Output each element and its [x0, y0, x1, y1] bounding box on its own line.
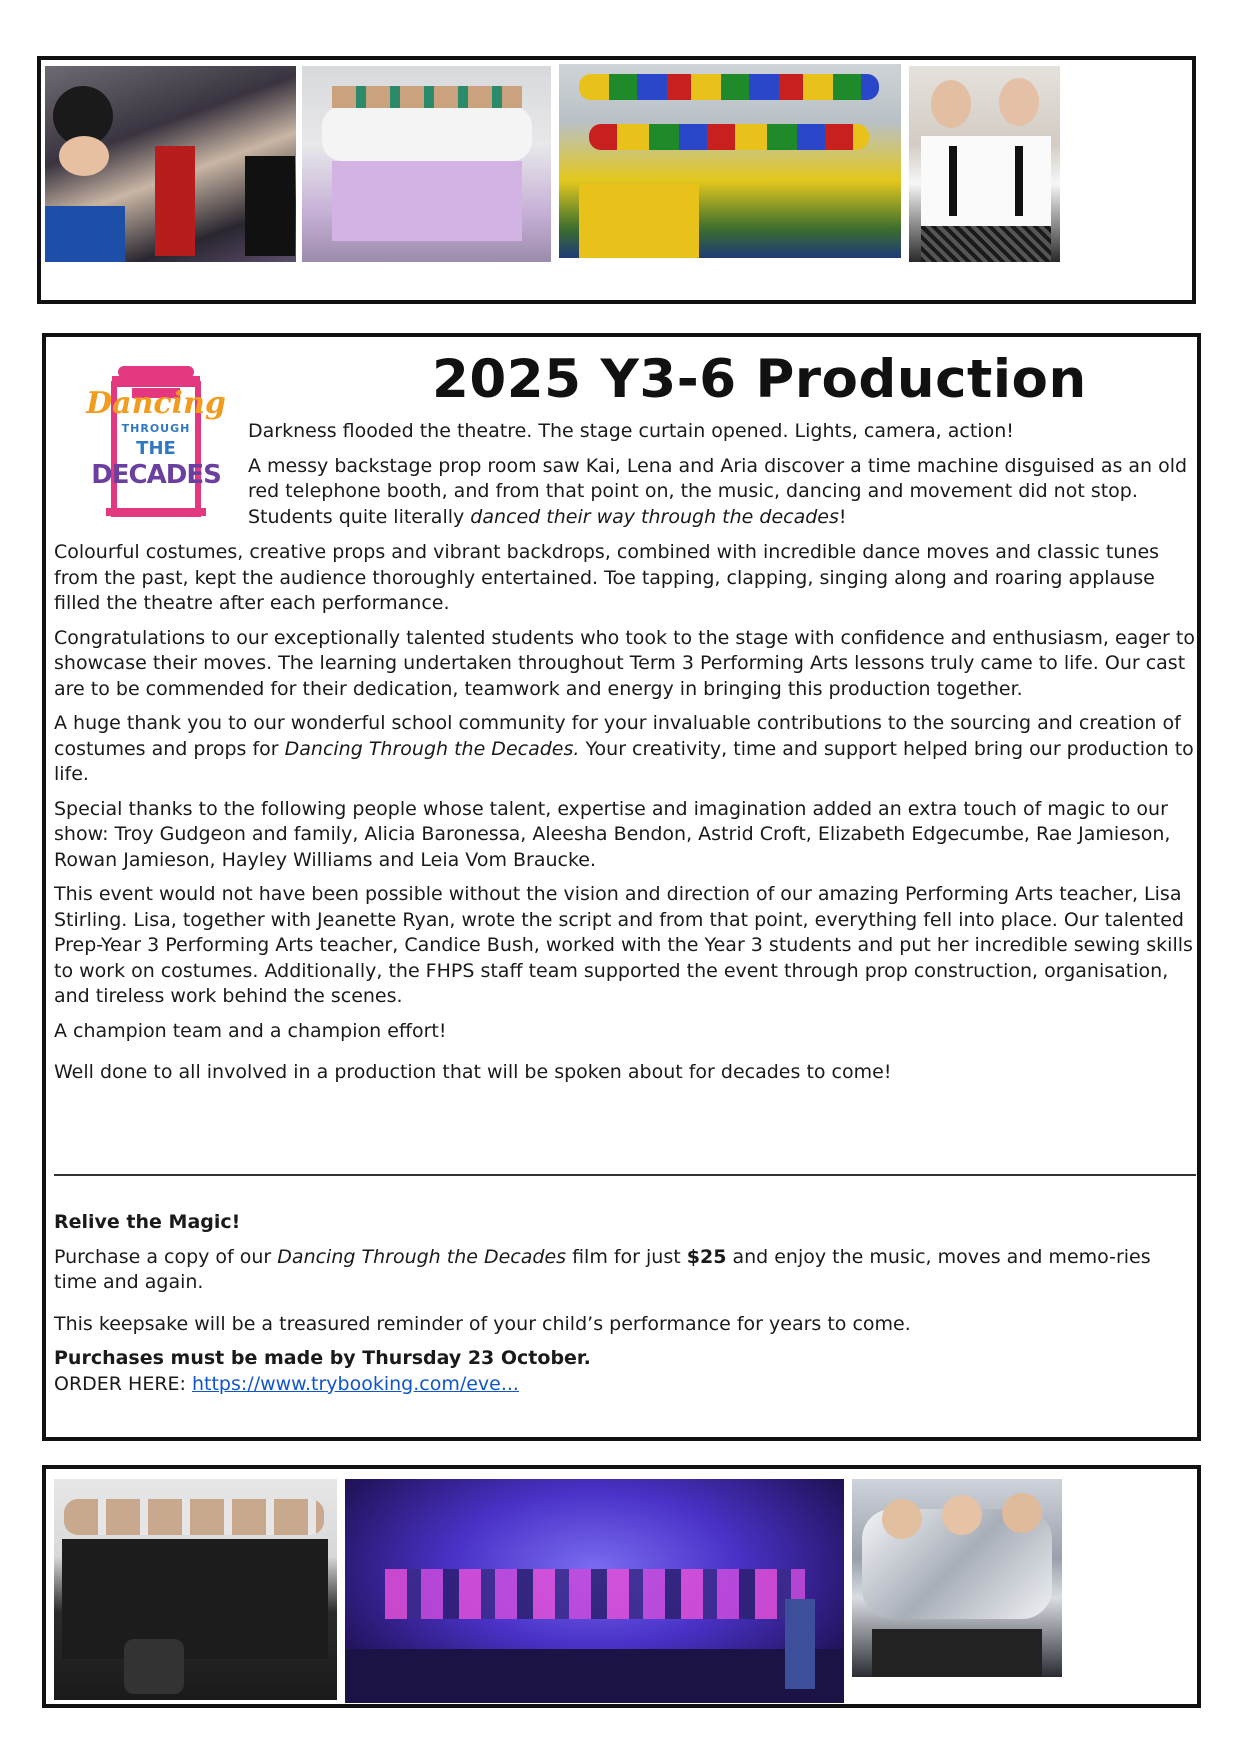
purchase-text-3: and enjoy the music, moves and memo-ries time and again. [54, 1245, 1151, 1293]
bottom-photo-strip [42, 1465, 1201, 1708]
intro-emphasis: danced their way through the decades [470, 505, 839, 528]
photo-students-black-jackets [54, 1479, 337, 1700]
production-article [42, 333, 1201, 1441]
paragraph-well-done: Well done to all involved in a production that will be spoken about for decades to come! [54, 1061, 892, 1083]
paragraph-event-credits: This event would not have been possible without the vision and direction of our amazing Performing Arts teacher, Lisa Stirling. Lisa, together with Jeanette Ryan, wrote the script and from that point, everything fell into place. Our talented Prep-Year 3 Performing Arts teacher, Candice Bush, worked with the Year 3 students and put her incredible sewing skills to work on costumes. Additionally, the FHPS staff team supported the event through prop construction, organisation, and tireless work behind the scenes. [54, 883, 1193, 1007]
article-body [54, 540, 1196, 1095]
purchase-description [54, 1245, 1196, 1296]
paragraph-thank-you [54, 711, 1196, 788]
purchase-text-2: film for just [566, 1245, 687, 1268]
purchase-text: Purchase a copy of our [54, 1245, 278, 1268]
order-line [54, 1372, 1196, 1398]
purchase-keepsake: This keepsake will be a treasured reminder of your child’s performance for years to come. [54, 1312, 911, 1335]
logo-through-text: THROUGH [121, 422, 191, 435]
intro-paragraph-2 [248, 454, 1188, 531]
purchase-price: $25 [686, 1245, 727, 1268]
photo-girls-in-ties [909, 66, 1060, 262]
purchase-heading: Relive the Magic! [54, 1211, 241, 1233]
paragraph-champion: A champion team and a champion effort! [54, 1019, 447, 1042]
photo-costumed-students [45, 66, 296, 262]
top-photo-strip [37, 56, 1196, 304]
purchase-film-title: Dancing Through the Decades [277, 1245, 567, 1268]
logo-dancing-text: Dancing [86, 386, 226, 421]
purchase-deadline: Purchases must be made by Thursday 23 October. [54, 1347, 591, 1369]
dancing-through-the-decades-logo [84, 360, 228, 520]
order-label: ORDER HERE: [54, 1372, 192, 1395]
thank-you-text-end: Your creativity, time and support helped bring our production to life. [54, 737, 1194, 785]
intro-paragraph-1: Darkness flooded the theatre. The stage curtain opened. Lights, camera, action! [248, 420, 1014, 442]
paragraph-costumes: Colourful costumes, creative props and vibrant backdrops, combined with incredible dance moves and classic tunes from the past, kept the audience thoroughly entertained. Toe tapping, clapping, singing along and roaring applause filled the theatre after each performance. [54, 541, 1160, 614]
photo-dancers-blue-lights [345, 1479, 844, 1703]
section-divider [54, 1174, 1196, 1176]
paragraph-special-thanks: Special thanks to the following people whose talent, expertise and imagination added an extra touch of magic to our show: Troy Gudgeon and family, Alicia Baronessa, Aleesha Bendon, Astrid Croft, Elizabeth Edgecumbe, Rae Jamieson, Rowan Jamieson, Hayley Williams and Leia Vom Braucke. [54, 797, 1171, 871]
logo-decades-text: DECADES [91, 460, 221, 490]
intro-text: A messy backstage prop room saw Kai, Lena and Aria discover a time machine disguised as an old red telephone booth, and from that point on, the music, dancing and movement did not stop. Students quite literally [248, 454, 1188, 528]
paragraph-congratulations: Congratulations to our exceptionally talented students who took to the stage with confidence and enthusiasm, eager to showcase their moves. The learning undertaken throughout Term 3 Performing Arts lessons truly came to life. Our cast are to be commended for their dedication, teamwork and energy in bringing this production together. [54, 626, 1195, 700]
photo-students-silver-jackets [852, 1479, 1062, 1677]
order-link[interactable]: https://www.trybooking.com/eve... [191, 1372, 519, 1395]
photo-students-beanies [559, 64, 901, 258]
logo-the-text: THE [136, 438, 176, 459]
purchase-section [54, 1210, 1196, 1406]
thank-you-text: A huge thank you to our wonderful school community for your invaluable contributions to the sourcing and creation of costumes and props for [54, 712, 1181, 760]
article-title: 2025 Y3-6 Production [432, 349, 1087, 410]
photo-students-white-lilac [302, 66, 551, 262]
thank-you-emphasis: Dancing Through the Decades. [284, 737, 580, 760]
intro-text-end: ! [838, 505, 847, 528]
article-intro [248, 419, 1188, 539]
